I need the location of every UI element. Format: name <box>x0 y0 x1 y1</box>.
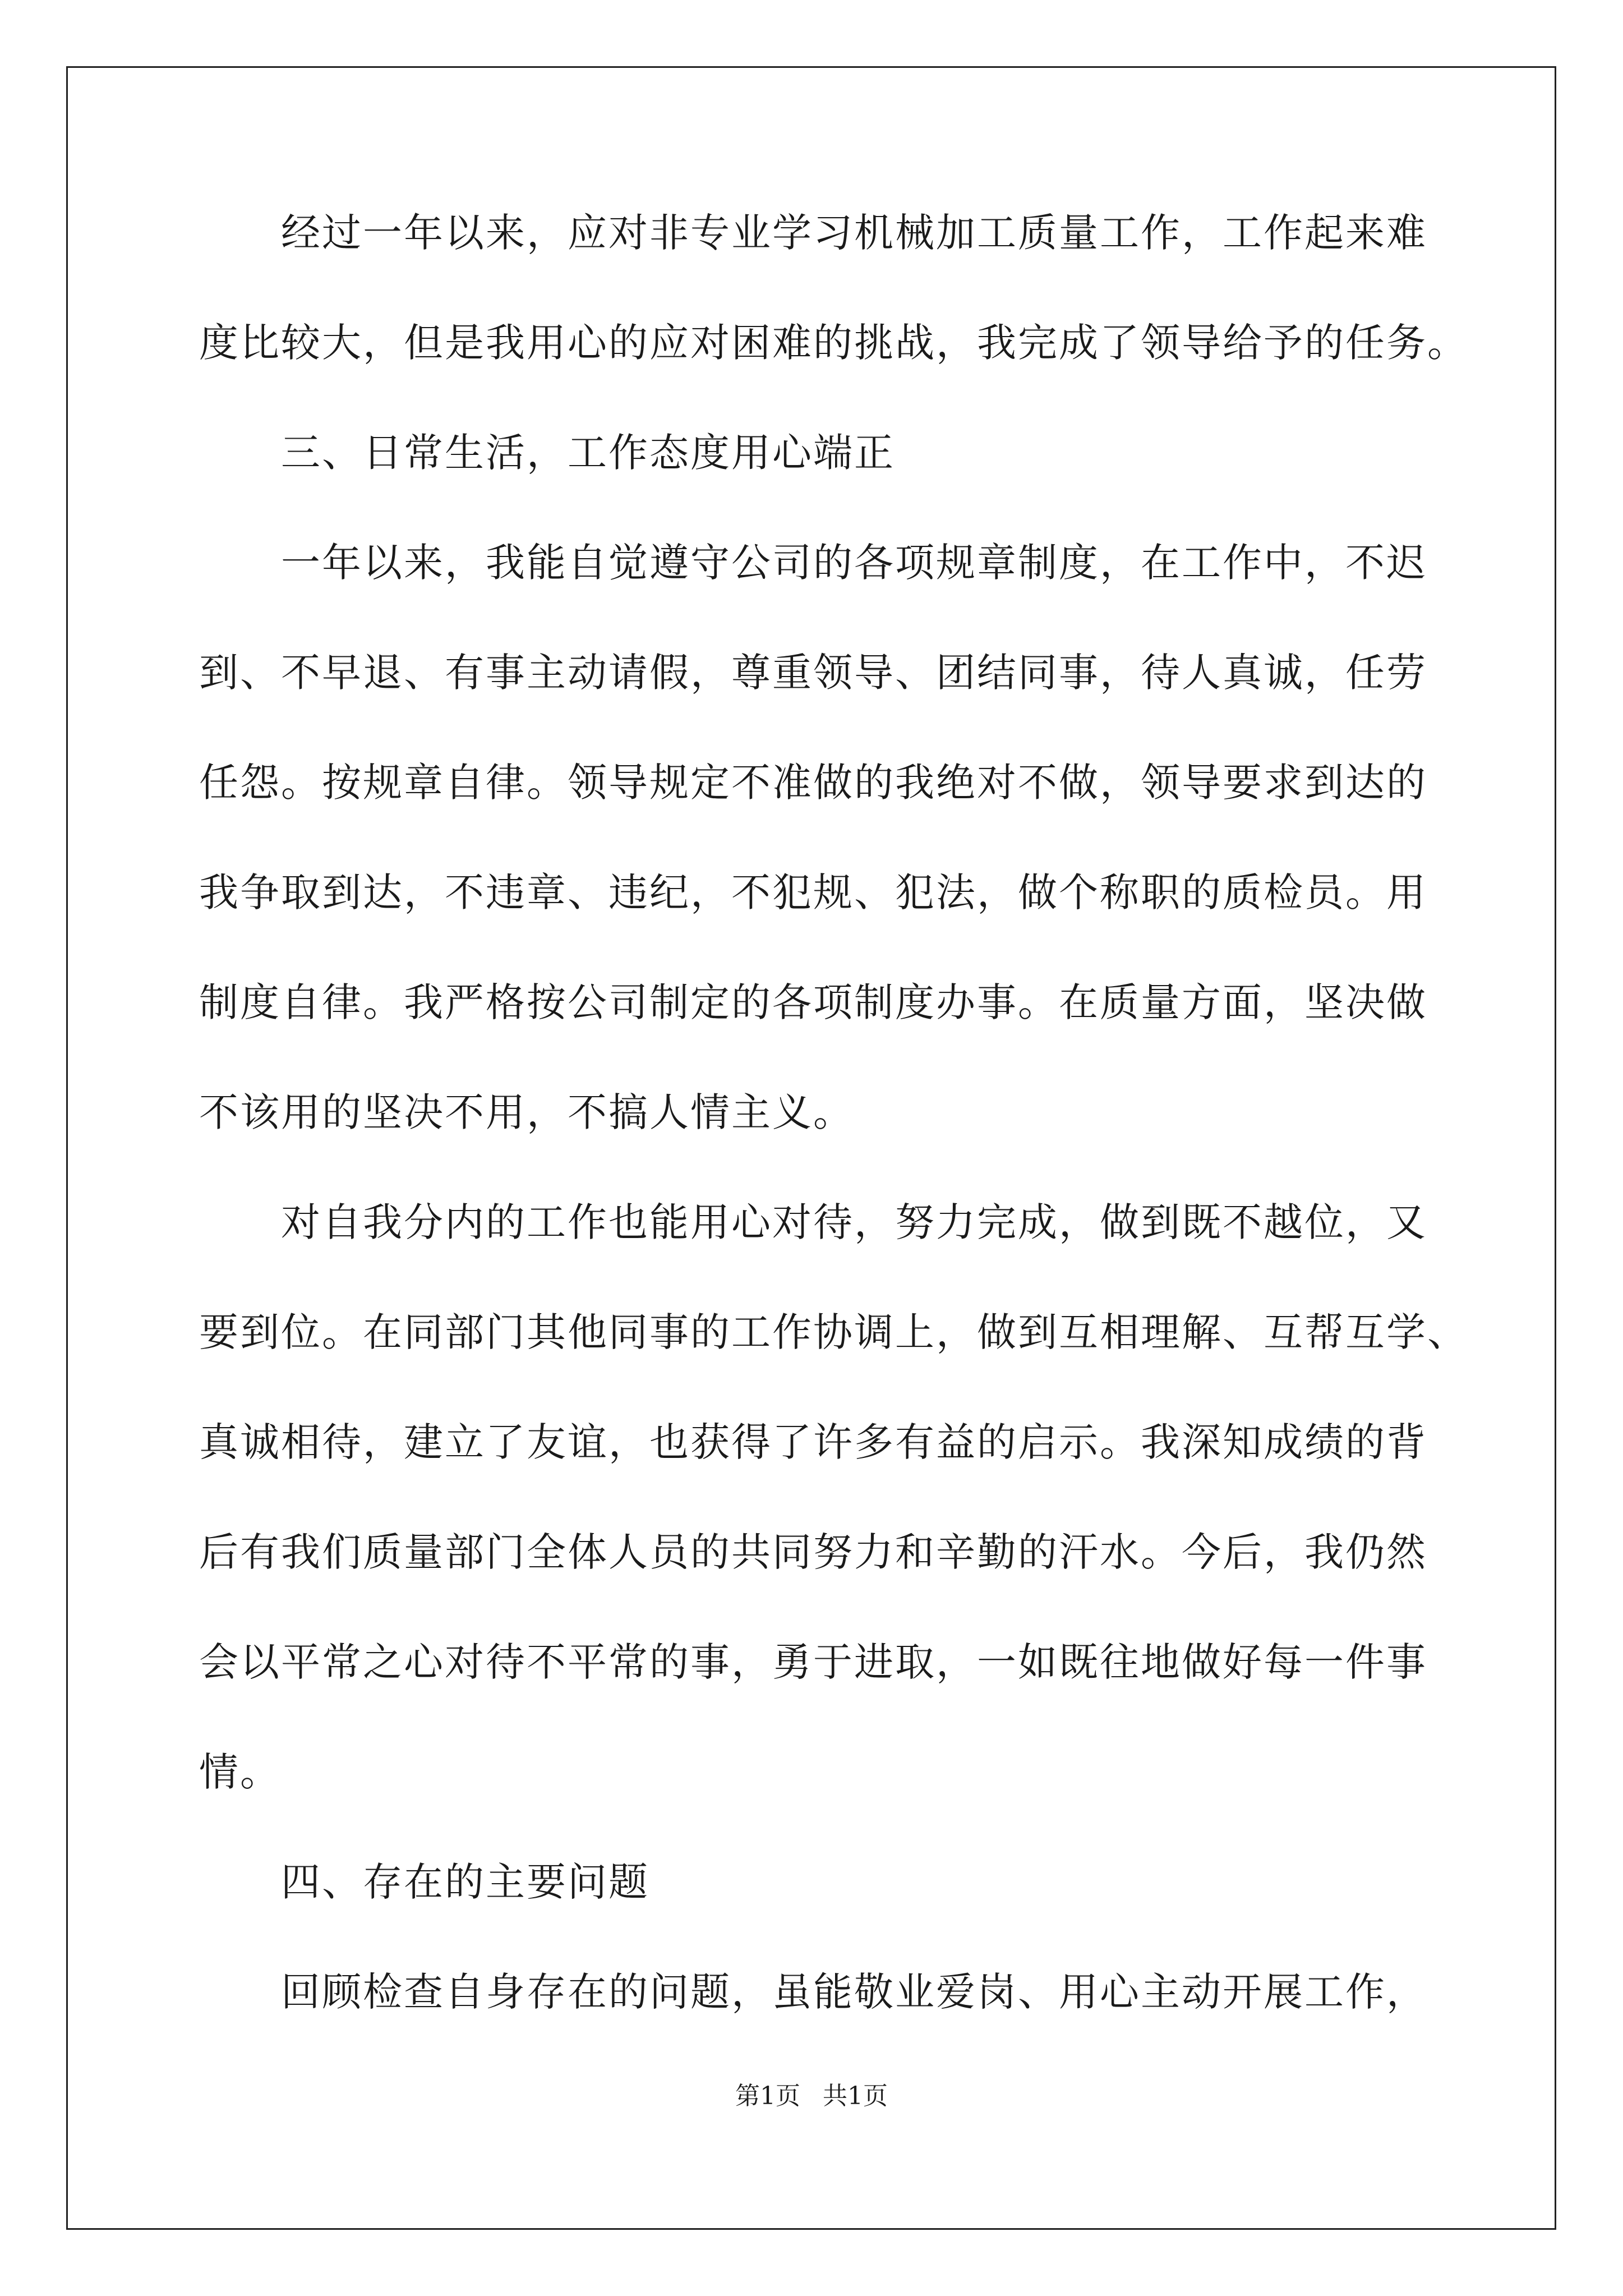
text-line: 经过一年以来，应对非专业学习机械加工质量工作，工作起来难 <box>199 210 1427 256</box>
page-border <box>66 66 1556 2230</box>
section-heading: 三、日常生活，工作态度用心端正 <box>199 430 895 476</box>
section-heading: 四、存在的主要问题 <box>199 1859 649 1905</box>
text-line: 对自我分内的工作也能用心对待，努力完成，做到既不越位，又 <box>199 1199 1427 1245</box>
text-line: 情。 <box>199 1749 281 1795</box>
text-line: 任怨。按规章自律。领导规定不准做的我绝对不做，领导要求到达的 <box>199 760 1427 806</box>
text-line: 不该用的坚决不用，不搞人情主义。 <box>199 1089 854 1135</box>
page-footer <box>0 2082 1623 2110</box>
text-line: 回顾检查自身存在的问题，虽能敬业爱岗、用心主动开展工作， <box>199 1969 1427 2015</box>
text-line: 到、不早退、有事主动请假，尊重领导、团结同事，待人真诚，任劳 <box>199 650 1427 696</box>
text-line: 后有我们质量部门全体人员的共同努力和辛勤的汗水。今后，我仍然 <box>199 1529 1427 1575</box>
text-line: 度比较大，但是我用心的应对困难的挑战，我完成了领导给予的任务。 <box>199 320 1468 366</box>
text-line: 会以平常之心对待不平常的事，勇于进取，一如既往地做好每一件事 <box>199 1639 1427 1685</box>
text-line: 制度自律。我严格按公司制定的各项制度办事。在质量方面，坚决做 <box>199 979 1427 1025</box>
text-line: 要到位。在同部门其他同事的工作协调上，做到互相理解、互帮互学、 <box>199 1309 1468 1355</box>
page-total: 共1页 <box>823 2082 888 2110</box>
text-line: 真诚相待，建立了友谊，也获得了许多有益的启示。我深知成绩的背 <box>199 1419 1427 1465</box>
text-line: 一年以来，我能自觉遵守公司的各项规章制度，在工作中，不迟 <box>199 540 1427 586</box>
text-line: 我争取到达，不违章、违纪，不犯规、犯法，做个称职的质检员。用 <box>199 869 1427 915</box>
page-number: 第1页 <box>735 2082 800 2110</box>
